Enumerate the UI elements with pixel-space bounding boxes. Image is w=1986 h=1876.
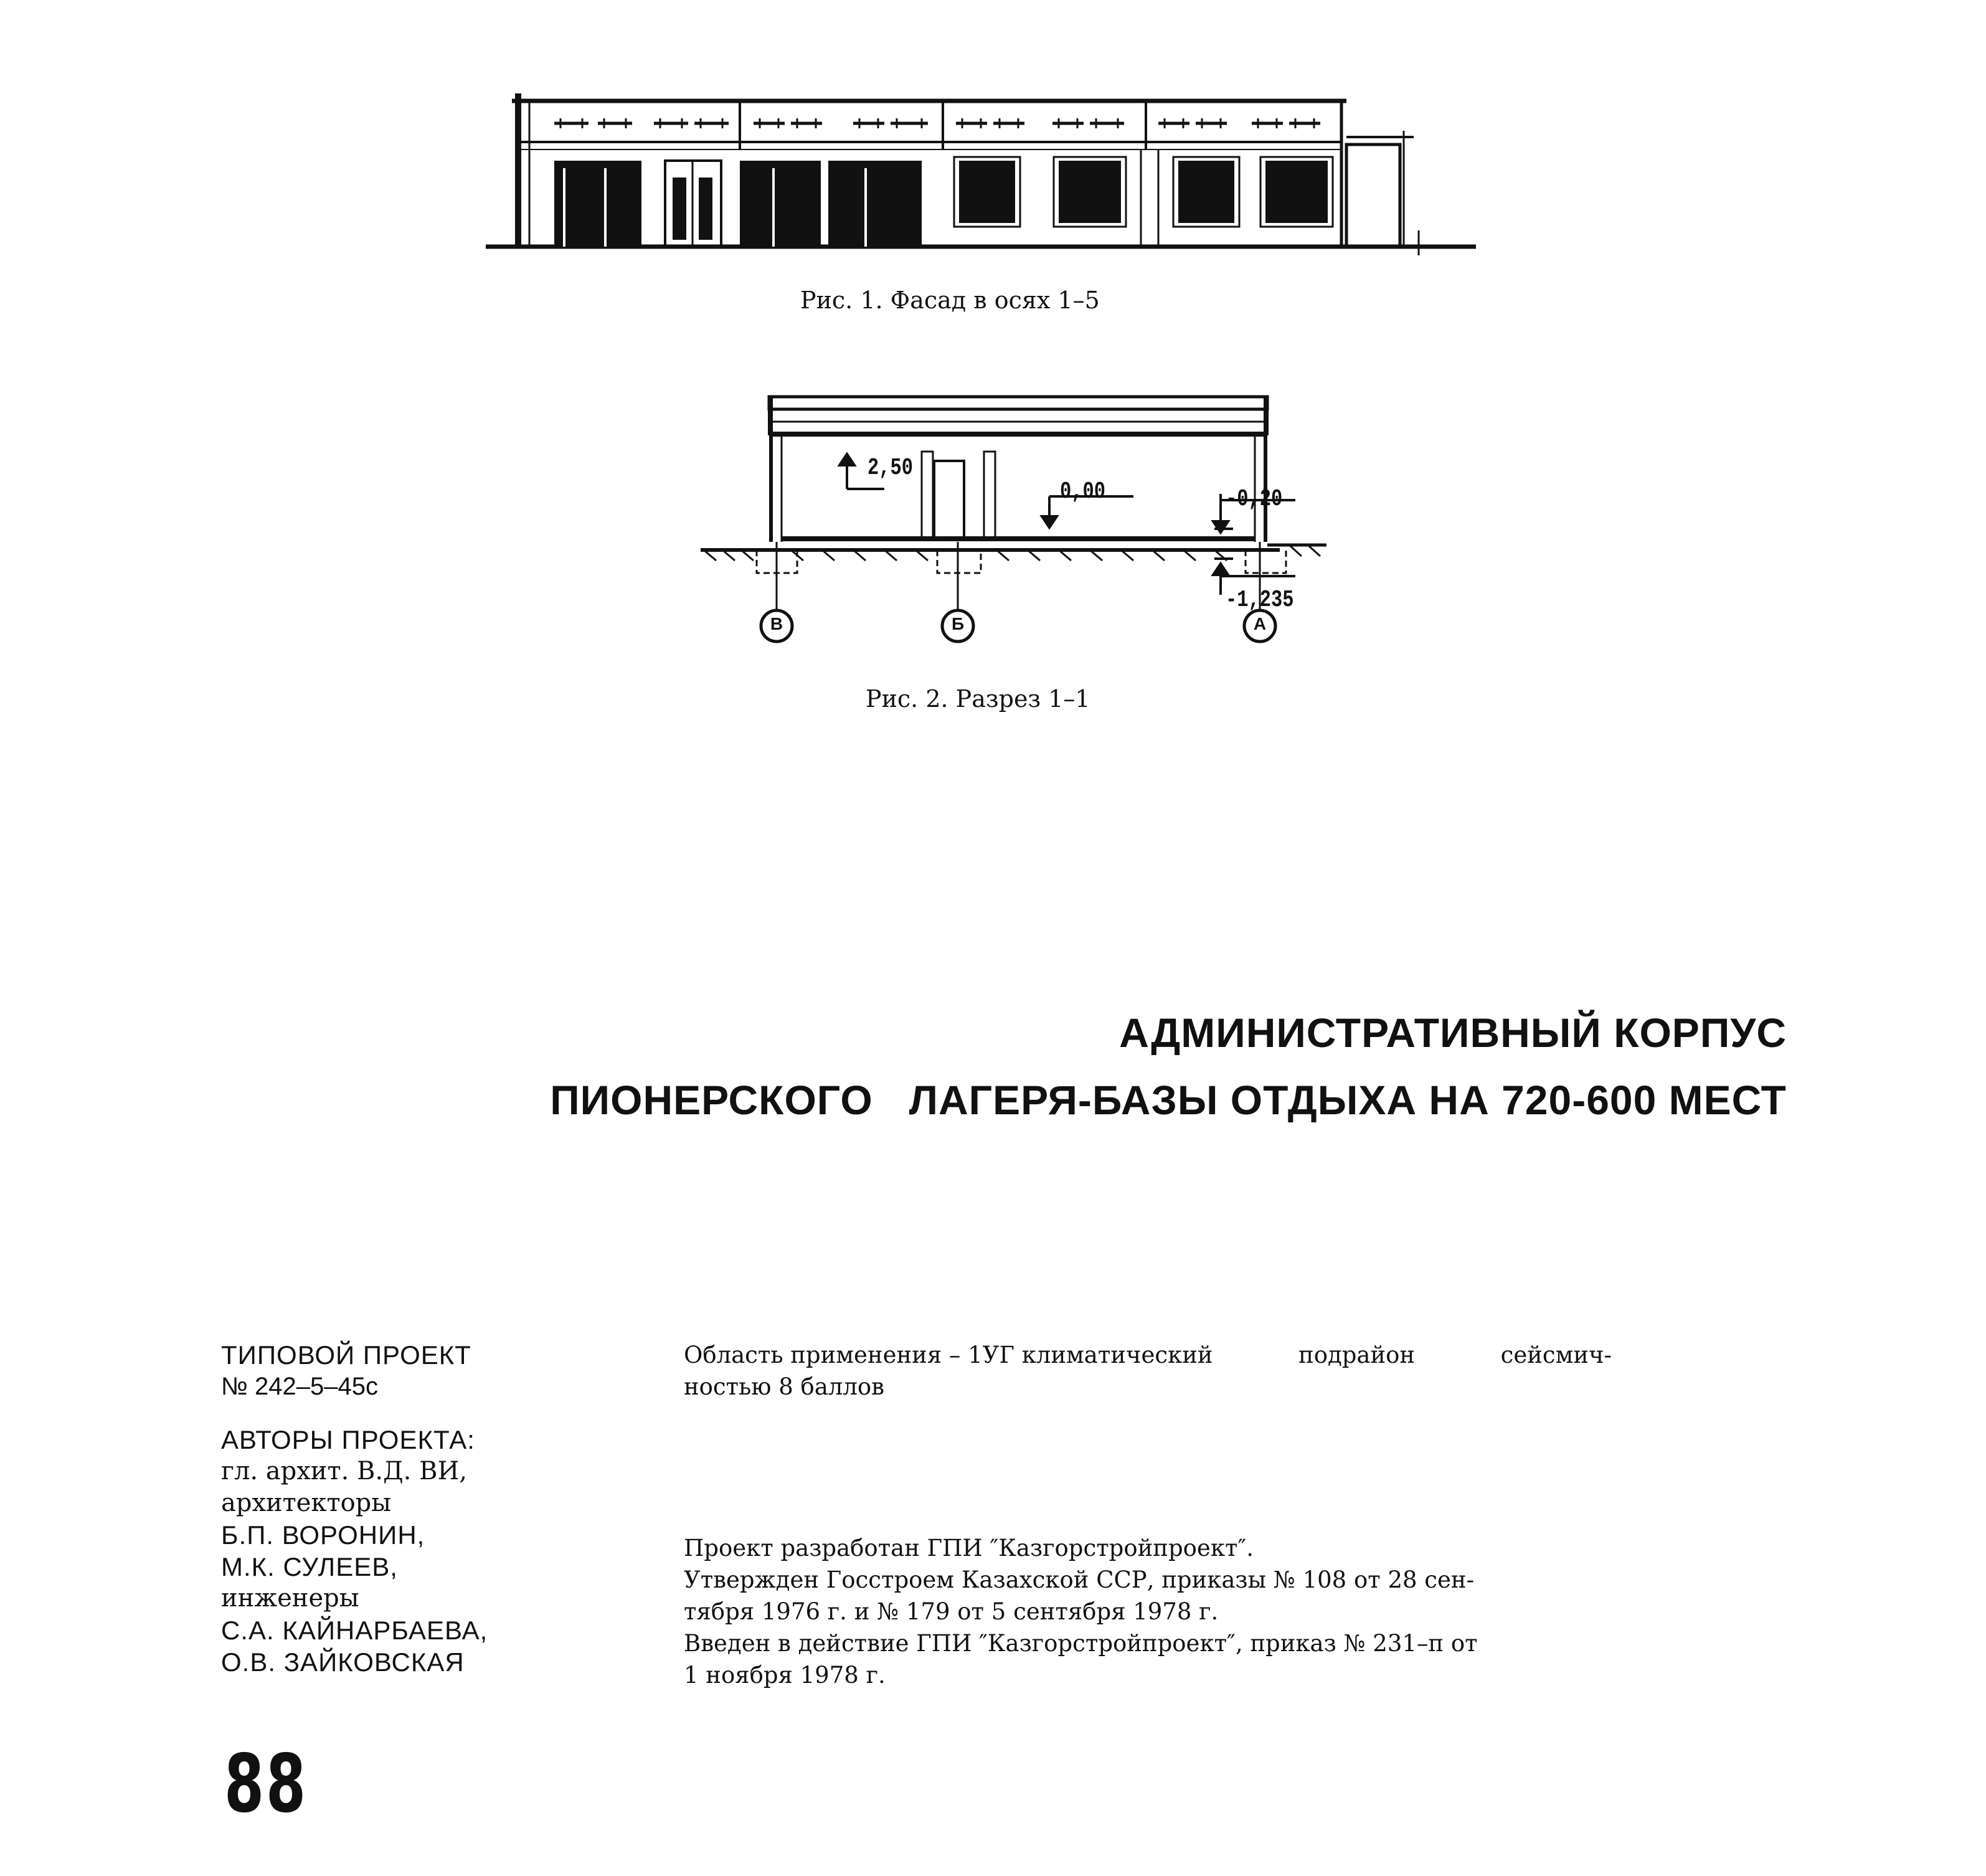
author-line: М.К. СУЛЕЕВ, [221, 1552, 398, 1581]
level-mark-0-00: 0,00 [1060, 478, 1105, 505]
project-approval [684, 1532, 1612, 1691]
author-line: гл. архит. В.Д. ВИ, [221, 1457, 468, 1485]
project-number: № 242–5–45с [221, 1373, 378, 1400]
scope-text-a: Область применения – 1УГ климатический [684, 1342, 1213, 1368]
axis-label-v: В [770, 614, 783, 633]
scope-text-c: сейсмич- [1500, 1342, 1612, 1368]
scope-text-b: подрайон [1298, 1342, 1416, 1368]
page-number: 88 [224, 1738, 308, 1831]
axis-label-b: Б [951, 614, 965, 633]
axis-label-a: А [1253, 614, 1267, 633]
scope-text-line2: ностью 8 баллов [684, 1373, 884, 1400]
project-scope [684, 1339, 1612, 1403]
figure2-caption: Рис. 2. Разрез 1–1 [866, 685, 1090, 713]
facade-drawing [480, 87, 1488, 262]
document-title-line1: АДМИНИСТРАТИВНЫЙ КОРПУС [1119, 1010, 1787, 1056]
author-line: архитекторы [221, 1489, 392, 1517]
approved-text-line2: тября 1976 г. и № 179 от 5 сентября 1978 г. [684, 1598, 1219, 1625]
section-drawing [697, 389, 1333, 657]
introduced-text-line2: 1 ноября 1978 г. [684, 1662, 886, 1689]
level-mark-minus-0-20: -0,20 [1226, 486, 1283, 513]
level-mark-minus-1-235: -1,235 [1226, 587, 1294, 613]
author-line: Б.П. ВОРОНИН, [221, 1520, 425, 1550]
authors-label: АВТОРЫ ПРОЕКТА: [221, 1425, 475, 1454]
introduced-text-line1: Введен в действие ГПИ ″Казгорстройпроект″, приказ № 231–п от [684, 1630, 1478, 1657]
project-type-label: ТИПОВОЙ ПРОЕКТ [221, 1340, 471, 1370]
author-line: С.А. КАЙНАРБАЕВА, [221, 1616, 488, 1645]
project-meta [221, 1339, 488, 1678]
approved-text-line1: Утвержден Госстроем Казахской ССР, приказы № 108 от 28 сен- [684, 1566, 1475, 1593]
level-mark-2-50: 2,50 [868, 455, 913, 481]
document-title-line2: ПИОНЕРСКОГО ЛАГЕРЯ-БАЗЫ ОТДЫХА НА 720-600 МЕСТ [550, 1077, 1787, 1123]
developed-text: Проект разработан ГПИ ″Казгорстройпроект″. [684, 1535, 1254, 1561]
author-line: О.В. ЗАЙКОВСКАЯ [221, 1647, 465, 1677]
author-line: инженеры [221, 1584, 359, 1613]
figure1-caption: Рис. 1. Фасад в осях 1–5 [800, 287, 1100, 314]
